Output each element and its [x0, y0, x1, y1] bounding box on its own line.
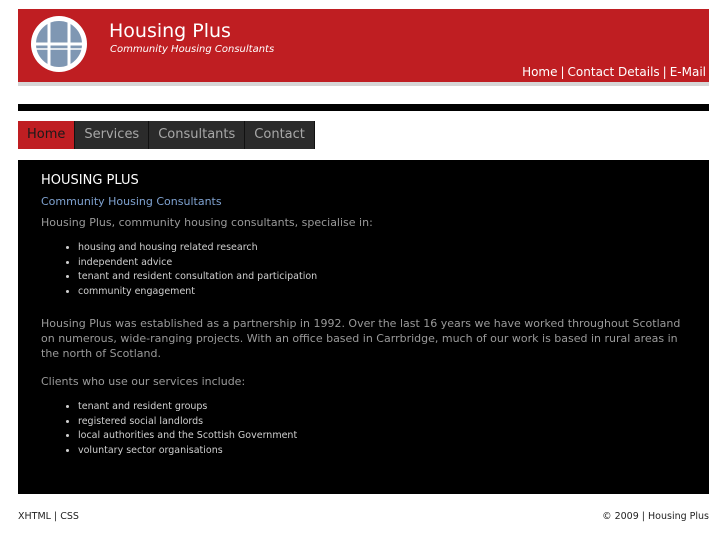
list-item: • community engagement — [78, 285, 687, 300]
list-item: • local authorities and the Scottish Government — [78, 429, 687, 444]
clients-intro-text: Clients who use our services include: — [41, 375, 246, 388]
page-subtitle: Community Housing Consultants — [41, 195, 222, 208]
separator: | — [53, 511, 58, 522]
nav-item-consultants[interactable]: Consultants — [149, 121, 245, 149]
nav-item-home[interactable]: Home — [18, 121, 75, 149]
footer-copyright: © 2009 | Housing Plus — [602, 511, 709, 522]
divider-bar — [18, 104, 709, 111]
window-logo-icon — [30, 15, 88, 73]
site-title: Housing Plus — [109, 20, 231, 42]
nav-item-services[interactable]: Services — [75, 121, 149, 149]
footer-link-xhtml[interactable]: XHTML — [18, 511, 51, 522]
specialisms-list — [41, 241, 687, 299]
page-title: HOUSING PLUS — [41, 173, 139, 188]
top-links — [522, 65, 706, 79]
top-link-email[interactable]: E-Mail — [669, 65, 706, 79]
list-item: • tenant and resident consultation and participation — [78, 270, 687, 285]
list-item: • independent advice — [78, 256, 687, 271]
main-content — [18, 160, 709, 494]
list-item: • voluntary sector organisations — [78, 444, 687, 459]
history-text: Housing Plus was established as a partnership in 1992. Over the last 16 years we have worked throughout Scotland on numerous, wide-ranging projects. With an office based in Carrbridge, much of our work is based in rural areas in the north of Scotland. — [41, 317, 681, 360]
header-underline — [18, 82, 709, 86]
list-item: • housing and housing related research — [78, 241, 687, 256]
intro-text: Housing Plus, community housing consultants, specialise in: — [41, 216, 373, 229]
list-item: • registered social landlords — [78, 415, 687, 430]
site-header — [18, 9, 709, 82]
top-link-home[interactable]: Home — [522, 65, 558, 79]
separator: | — [662, 65, 667, 79]
nav-item-contact[interactable]: Contact — [245, 121, 315, 149]
site-tagline: Community Housing Consultants — [110, 44, 275, 55]
list-item: • tenant and resident groups — [78, 400, 687, 415]
top-link-contact-details[interactable]: Contact Details — [567, 65, 660, 79]
footer-link-css[interactable]: CSS — [60, 511, 79, 522]
main-nav — [18, 121, 315, 149]
footer-links — [18, 511, 79, 522]
clients-list — [41, 400, 687, 458]
separator: | — [560, 65, 565, 79]
